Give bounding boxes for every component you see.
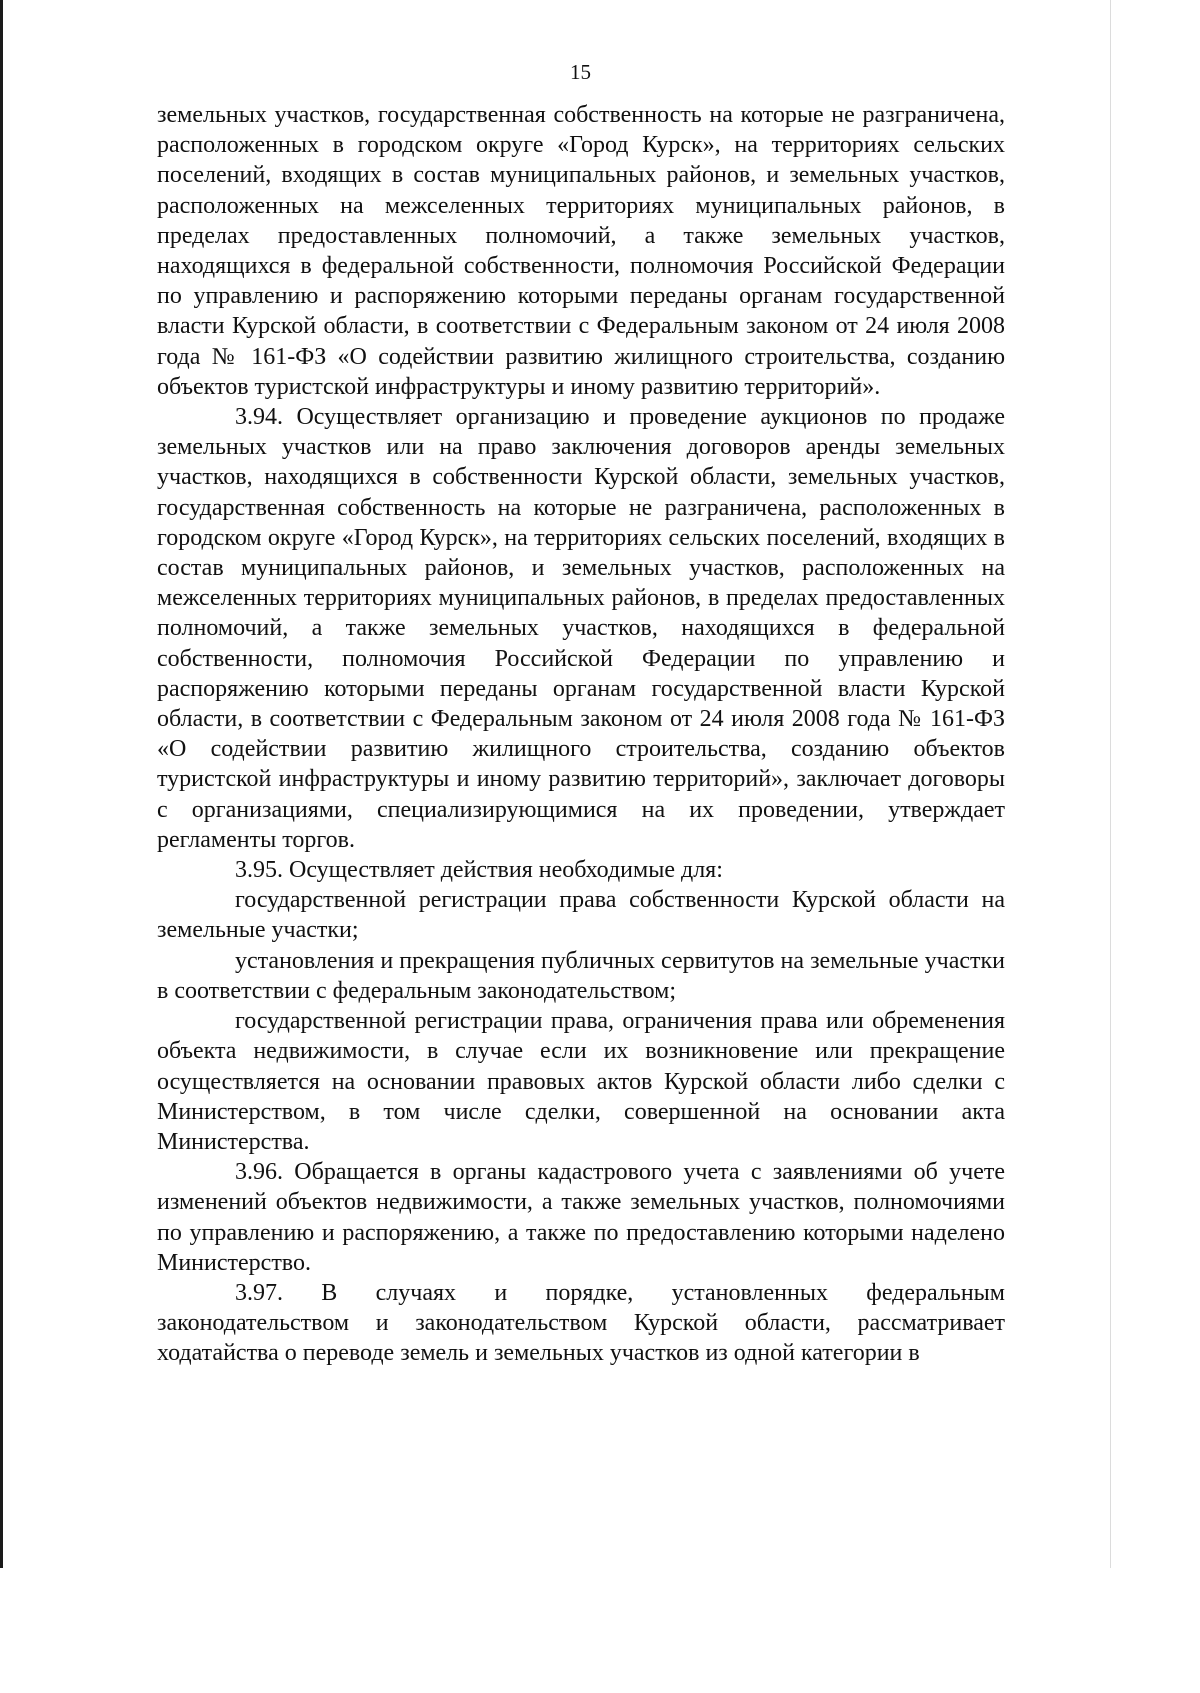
scan-edge-left — [0, 0, 3, 1568]
paragraph-3-95-item-1: государственной регистрации права собственности Курской области на земельные участки; — [157, 887, 1005, 944]
paragraph-3-97: 3.97. В случаях и порядке, установленных федеральным законодательством и законодательством Курской области, рассматривает ходатайства о переводе земель и земельных участков из одной категории в — [157, 1279, 1005, 1367]
scan-edge-right — [1110, 0, 1111, 1568]
page-number: 15 — [570, 60, 591, 84]
paragraph-3-95: 3.95. Осуществляет действия необходимые для: — [235, 857, 723, 884]
paragraph-continuation: земельных участков, государственная собственность на которые не разграничена, расположенных в городском округе «Город Курск», на территориях сельских поселений, входящих в состав муниципальных районов, и земельных участков, расположенных на межселенных территориях муниципальных районов, в пределах предоставленных полномочий, а также земельных участков, находящихся в федеральной собственности, полномочия Российской Федерации по управлению и распоряжению которыми переданы органам государственной власти Курской области, в соответствии с Федеральным законом от 24 июля 2008 года № 161-ФЗ «О содействии развитию жилищного строительства, созданию объектов туристской инфраструктуры и иному развитию территорий». — [157, 102, 1005, 400]
paragraph-3-94: 3.94. Осуществляет организацию и проведение аукционов по продаже земельных участков или на право заключения договоров аренды земельных участков, находящихся в собственности Курской области, земельных участков, государственная собственность на которые не разграничена, расположенных в городском округе «Город Курск», на территориях сельских поселений, входящих в состав муниципальных районов, и земельных участков, расположенных на межселенных территориях муниципальных районов, в пределах предоставленных полномочий, а также земельных участков, находящихся в федеральной собственности, полномочия Российской Федерации по управлению и распоряжению которыми переданы органам государственной власти Курской области, в соответствии с Федеральным законом от 24 июля 2008 года № 161-ФЗ «О содействии развитию жилищного строительства, созданию объектов туристской инфраструктуры и иному развитию территорий», заключает договоры с организациями, специализирующимися на их проведении, утверждает регламенты торгов. — [157, 404, 1005, 853]
paragraph-3-96: 3.96. Обращается в органы кадастрового учета с заявлениями об учете изменений объектов недвижимости, а также земельных участков, полномочиями по управлению и распоряжению, а также по предоставлению которыми наделено Министерство. — [157, 1159, 1005, 1276]
paragraph-3-95-item-3: государственной регистрации права, ограничения права или обременения объекта недвижимости, в случае если их возникновение или прекращение осуществляется на основании правовых актов Курской области либо сделки с Министерством, в том числе сделки, совершенной на основании акта Министерства. — [157, 1008, 1005, 1155]
paragraph-3-95-item-2: установления и прекращения публичных сервитутов на земельные участки в соответствии с федеральным законодательством; — [157, 947, 1005, 1004]
document-body — [157, 100, 1005, 1369]
